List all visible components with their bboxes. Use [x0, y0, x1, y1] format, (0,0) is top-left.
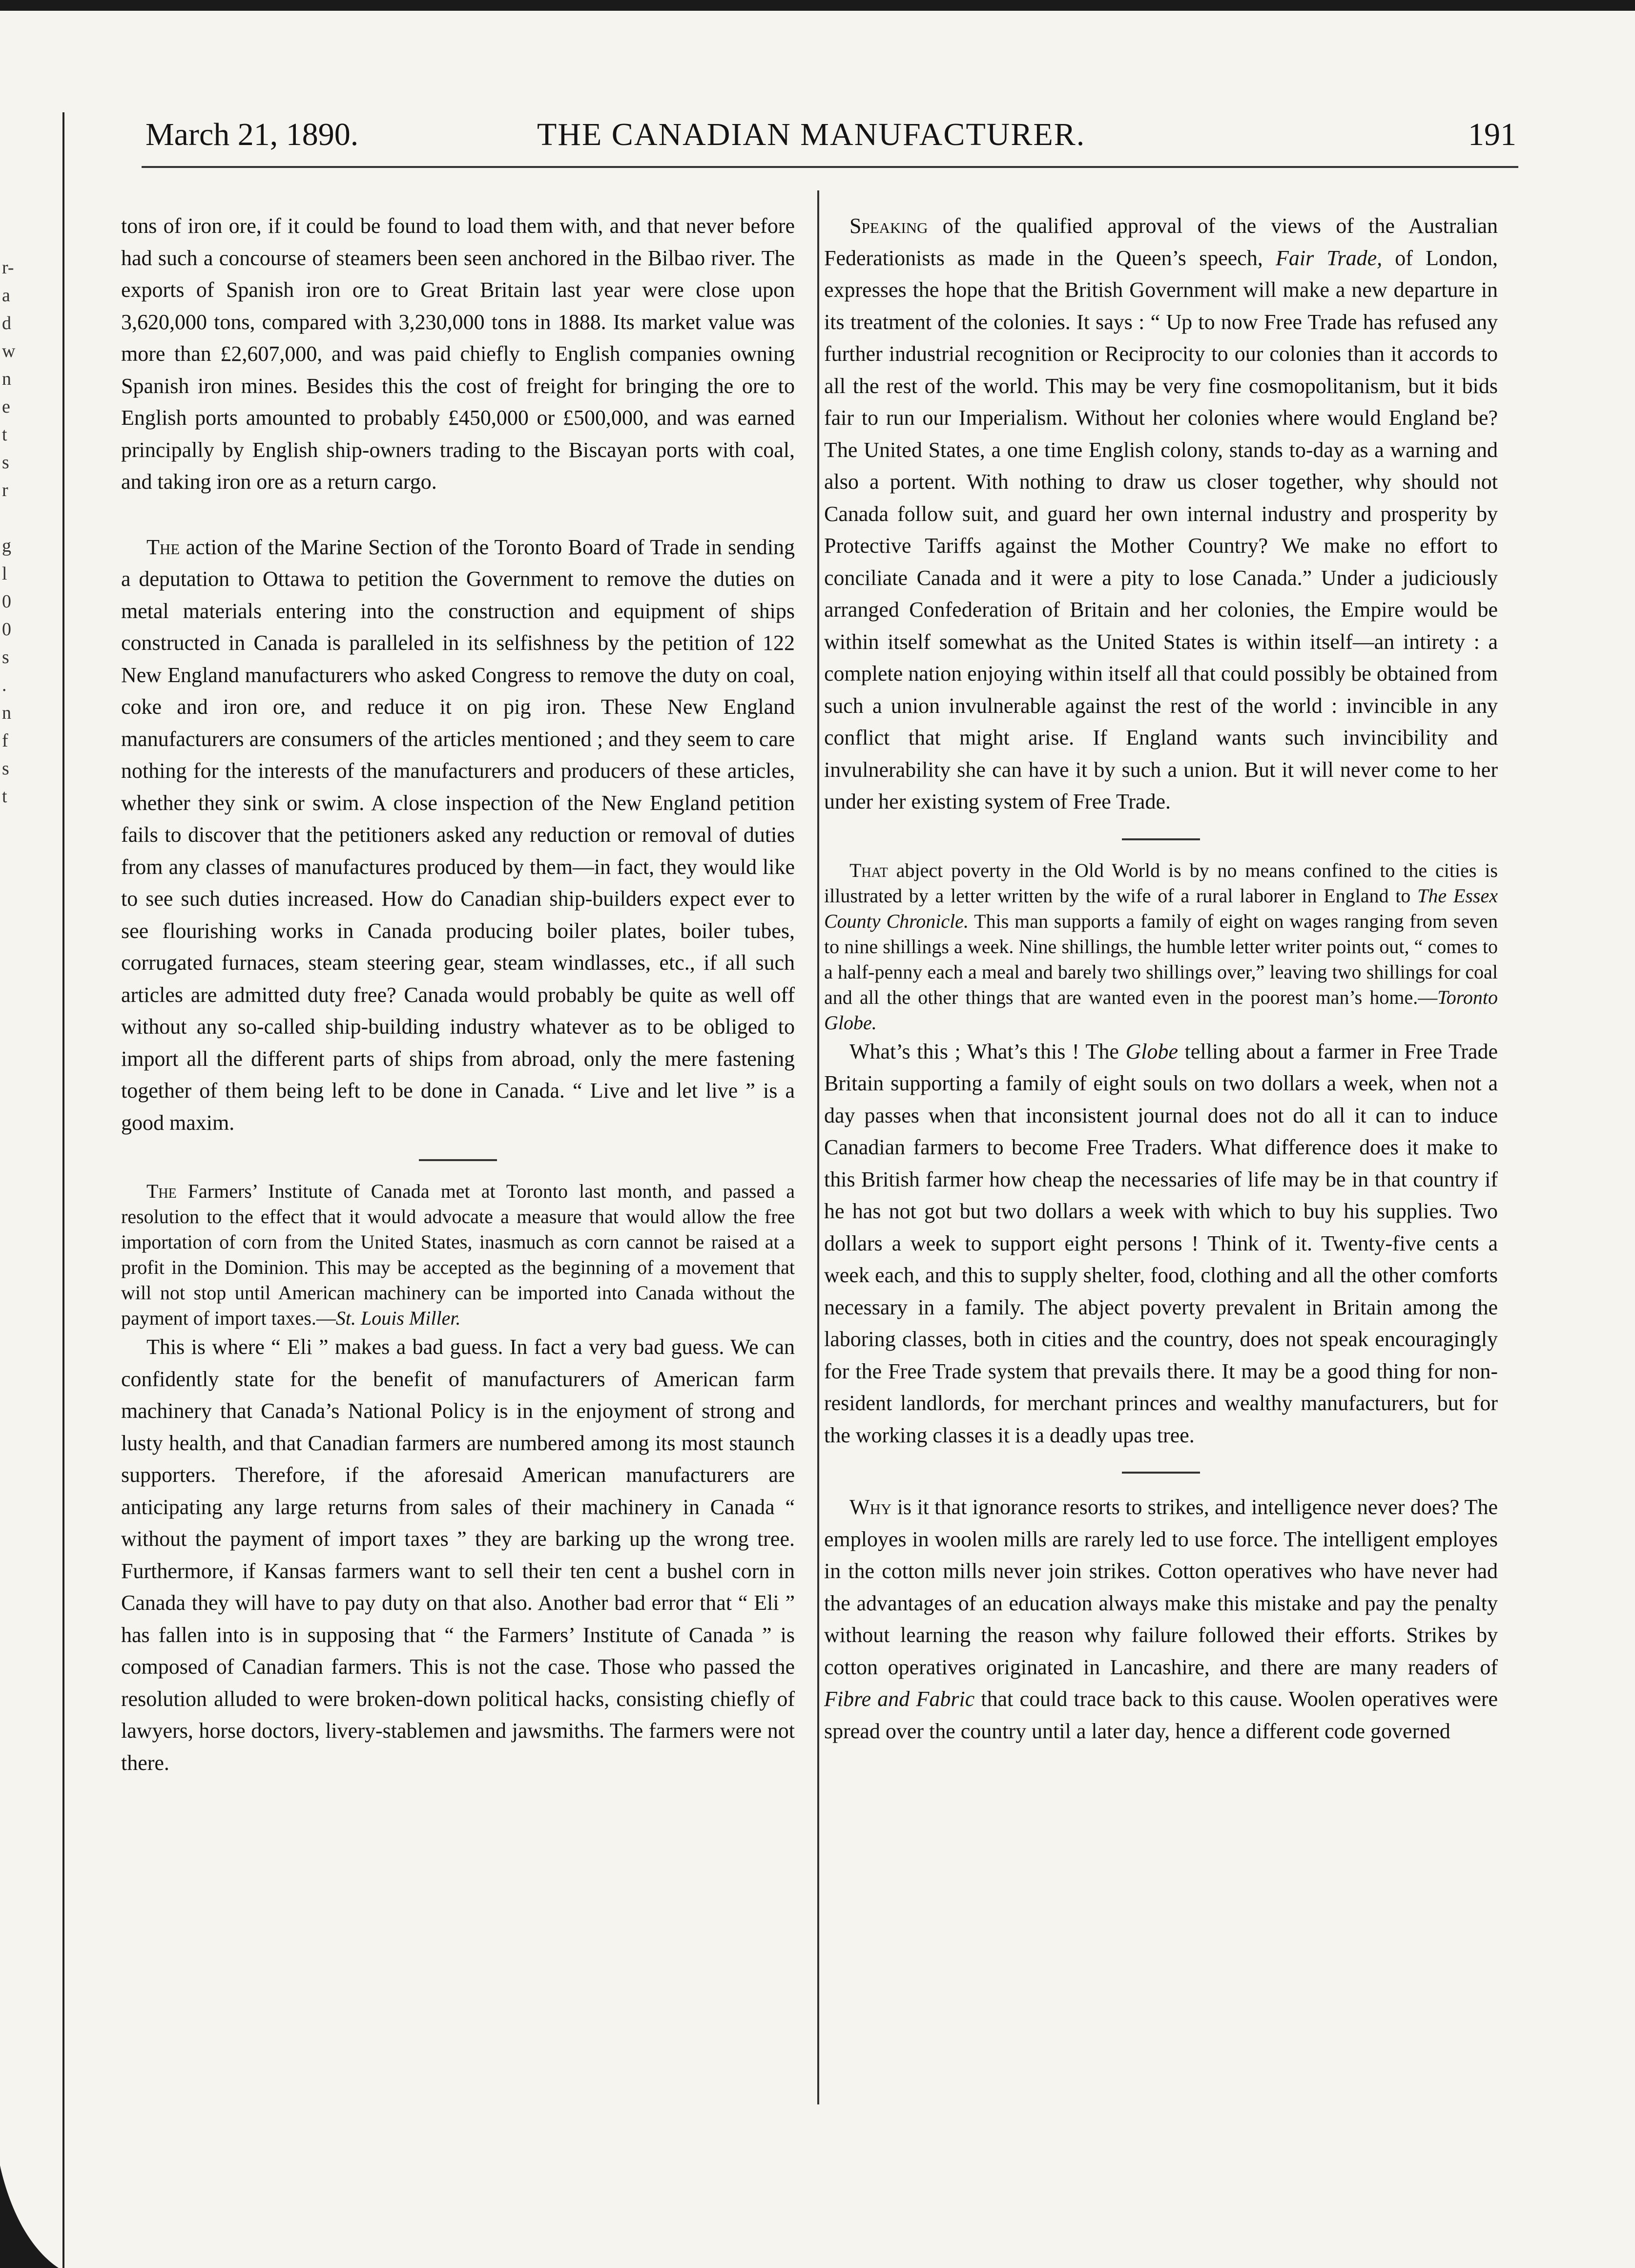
section-separator	[1122, 838, 1200, 840]
article-paragraph: Speaking of the qualified approval of the views of the Australian Federationists as made in the Queen’s speech, Fair Trade, of London, expresses the hope that the British Government will make a new departure in its treatment of the colonies. It says : “ Up to now Free Trade has refused any further industrial recognition or Reciprocity to our colonies than it accords to all the rest of the world. This may be very fine cosmopolitanism, but it bids fair to run our Imperialism. Without her colonies where would England be? The United States, a one time English colony, stands to-day as a warning and also a portent. With nothing to draw us closer together, why should not Canada follow suit, and guard her own internal industry and prosperity by Protective Tariffs against the Mother Country? We make no effort to conciliate Canada and it were a pity to lose Canada.” Under a judiciously arranged Confederation of Britain and her colonies, the Empire would be within itself somewhat as the United States is within itself—an intirety : a complete nation enjoying within itself all that could possibly be obtained from such a union invulnerable against the rest of the world : invincible in any conflict that might arise. If England wants such invincibility and invulnerability she can have it by such a union. But it will never come to her under her existing system of Free Trade.	[824, 214, 1498, 813]
left-column	[121, 210, 795, 1779]
lead-word: The	[146, 535, 180, 559]
publication-name: Globe	[1125, 1039, 1179, 1063]
quoted-item: That abject poverty in the Old World is by no means confined to the cities is illustrated by a letter written by the wife of a rural laborer in England to The Essex County Chronicle. This man supports a family of eight on wages ranging from seven to nine shillings a week. Nine shillings, the humble letter writer points out, “ comes to a half-penny each a meal and barely two shillings over,” leaving two shillings for coal and all the other things that are wanted even in the poorest man’s home.—Toronto Globe.	[824, 859, 1498, 1034]
lead-word: Speaking	[849, 214, 928, 238]
header-rule	[142, 166, 1518, 168]
article-paragraph: This is where “ Eli ” makes a bad guess. In fact a very bad guess. We can confidently state for the benefit of manufacturers of American farm machinery that Canada’s National Policy is in the enjoyment of strong and lusty health, and that Canadian farmers are numbered among its most staunch supporters. Therefore, if the aforesaid American manufacturers are anticipating any large returns from sales of their machinery in Canada “ without the payment of import taxes ” they are barking up the wrong tree. Furthermore, if Kansas farmers want to sell their ten cent a bushel corn in Canada they will have to pay duty on that also. Another bad error that “ Eli ” has fallen into is in supposing that “ the Farmers’ Institute of Canada ” is composed of Canadian farmers. This is not the case. Those who passed the resolution alluded to were broken-down political hacks, consisting chiefly of lawyers, horse doctors, livery-stablemen and jawsmiths. The farmers were not there.	[121, 1335, 795, 1775]
article-paragraph: Why is it that ignorance resorts to strikes, and intelligence never does? The employes in woolen mills are rarely led to use force. The intelligent employes in the cotton mills never join strikes. Cotton operatives who have never had the advantages of an education always make this mistake and pay the penalty without learning the reason why failure followed their efforts. Strikes by cotton operatives originated in Lancashire, and there are many readers of Fibre and Fabric that could trace back to this cause. Woolen operatives were spread over the country until a later day, hence a different code governed	[824, 1495, 1498, 1743]
right-column	[824, 210, 1498, 1747]
source-credit: Toronto Globe.	[824, 986, 1498, 1034]
source-credit: St. Louis Miller.	[335, 1307, 461, 1329]
article-paragraph: What’s this ; What’s this ! The Globe telling about a farmer in Free Trade Britain supporting a family of eight souls on two dollars a week, when not a day passes when that inconsistent journal does not do all it can to induce Canadian farmers to become Free Traders. What difference does it make to this British farmer how cheap the necessaries of life may be in that country if he has not got but two dollars a week with which to buy his supplies. Two dollars a week to support eight persons ! Think of it. Twenty-five cents a week each, and this to supply shelter, food, clothing and all the other comforts necessary in a family. The abject poverty prevalent in Britain among the laboring classes, both in cities and the country, does not speak encouragingly for the Free Trade system that prevails there. It may be a good thing for non-resident landlords, for merchant princes and wealthy manufacturers, but for the working classes it is a deadly upas tree.	[824, 1039, 1498, 1447]
issue-date: March 21, 1890.	[145, 117, 359, 152]
publication-name: Fair Trade,	[1275, 246, 1383, 270]
running-header	[142, 116, 1518, 155]
lead-word: That	[849, 859, 888, 881]
column-divider	[817, 190, 819, 2104]
page-corner-shadow	[0, 2165, 59, 2268]
section-separator	[419, 1159, 497, 1161]
lead-word: The	[146, 1180, 177, 1202]
top-edge-rule	[0, 0, 1635, 11]
gutter-rule	[62, 112, 64, 2268]
page-number: 191	[1468, 117, 1516, 152]
lead-word: Why	[849, 1495, 892, 1519]
publication-name: Fibre and Fabric	[824, 1687, 975, 1711]
facing-page-bleed: r- a d w n e t s r g l 0 0 s . n f s t	[2, 257, 16, 807]
article-paragraph: The action of the Marine Section of the Toronto Board of Trade in sending a deputation to Ottawa to petition the Government to remove the duties on metal materials entering into the construction and equipment of ships constructed in Canada is paralleled in its selfishness by the petition of 122 New England manufacturers who asked Congress to remove the duty on coal, coke and iron ore, and reduce it on pig iron. These New England manufacturers are consumers of the articles mentioned ; and they seem to care nothing for the interests of the manufacturers and producers of these articles, whether they sink or swim. A close inspection of the New England petition fails to discover that the petitioners asked any reduction or removal of duties from any classes of manufactures produced by them—in fact, they would like to see such duties increased. How do Canadian ship-builders expect ever to see flourishing works in Canada producing boiler plates, boiler tubes, corrugated furnaces, steam steering gear, steam windlasses, etc., if all such articles are admitted duty free? Canada would probably be quite as well off without any so-called ship-building industry whatever as to be obliged to import all the different parts of ships from abroad, only the mere fastening together of them being left to be done in Canada. “ Live and let live ” is a good maxim.	[121, 535, 795, 1135]
article-paragraph: tons of iron ore, if it could be found to load them with, and that never before had such a concourse of steamers been seen anchored in the Bilbao river. The exports of Spanish iron ore to Great Britain last year were close upon 3,620,000 tons, compared with 3,230,000 tons in 1888. Its market value was more than £2,607,000, and was paid chiefly to English companies owning Spanish iron mines. Besides this the cost of freight for bringing the ore to English ports amounted to probably £450,000 or £500,000, and was earned principally by English ship-owners trading to the Biscayan ports with coal, and taking iron ore as a return cargo.	[121, 214, 795, 494]
quoted-item: The Farmers’ Institute of Canada met at Toronto last month, and passed a resolution to the effect that it would advocate a measure that would allow the free importation of corn from the United States, inasmuch as corn cannot be raised at a profit in the Dominion. This may be accepted as the beginning of a movement that will not stop until American machinery can be imported into Canada without the payment of import taxes.—St. Louis Miller.	[121, 1180, 795, 1329]
section-separator	[1122, 1472, 1200, 1474]
publication-name: The Essex County Chronicle.	[824, 884, 1498, 932]
publication-title: THE CANADIAN MANUFACTURER.	[537, 117, 1086, 152]
